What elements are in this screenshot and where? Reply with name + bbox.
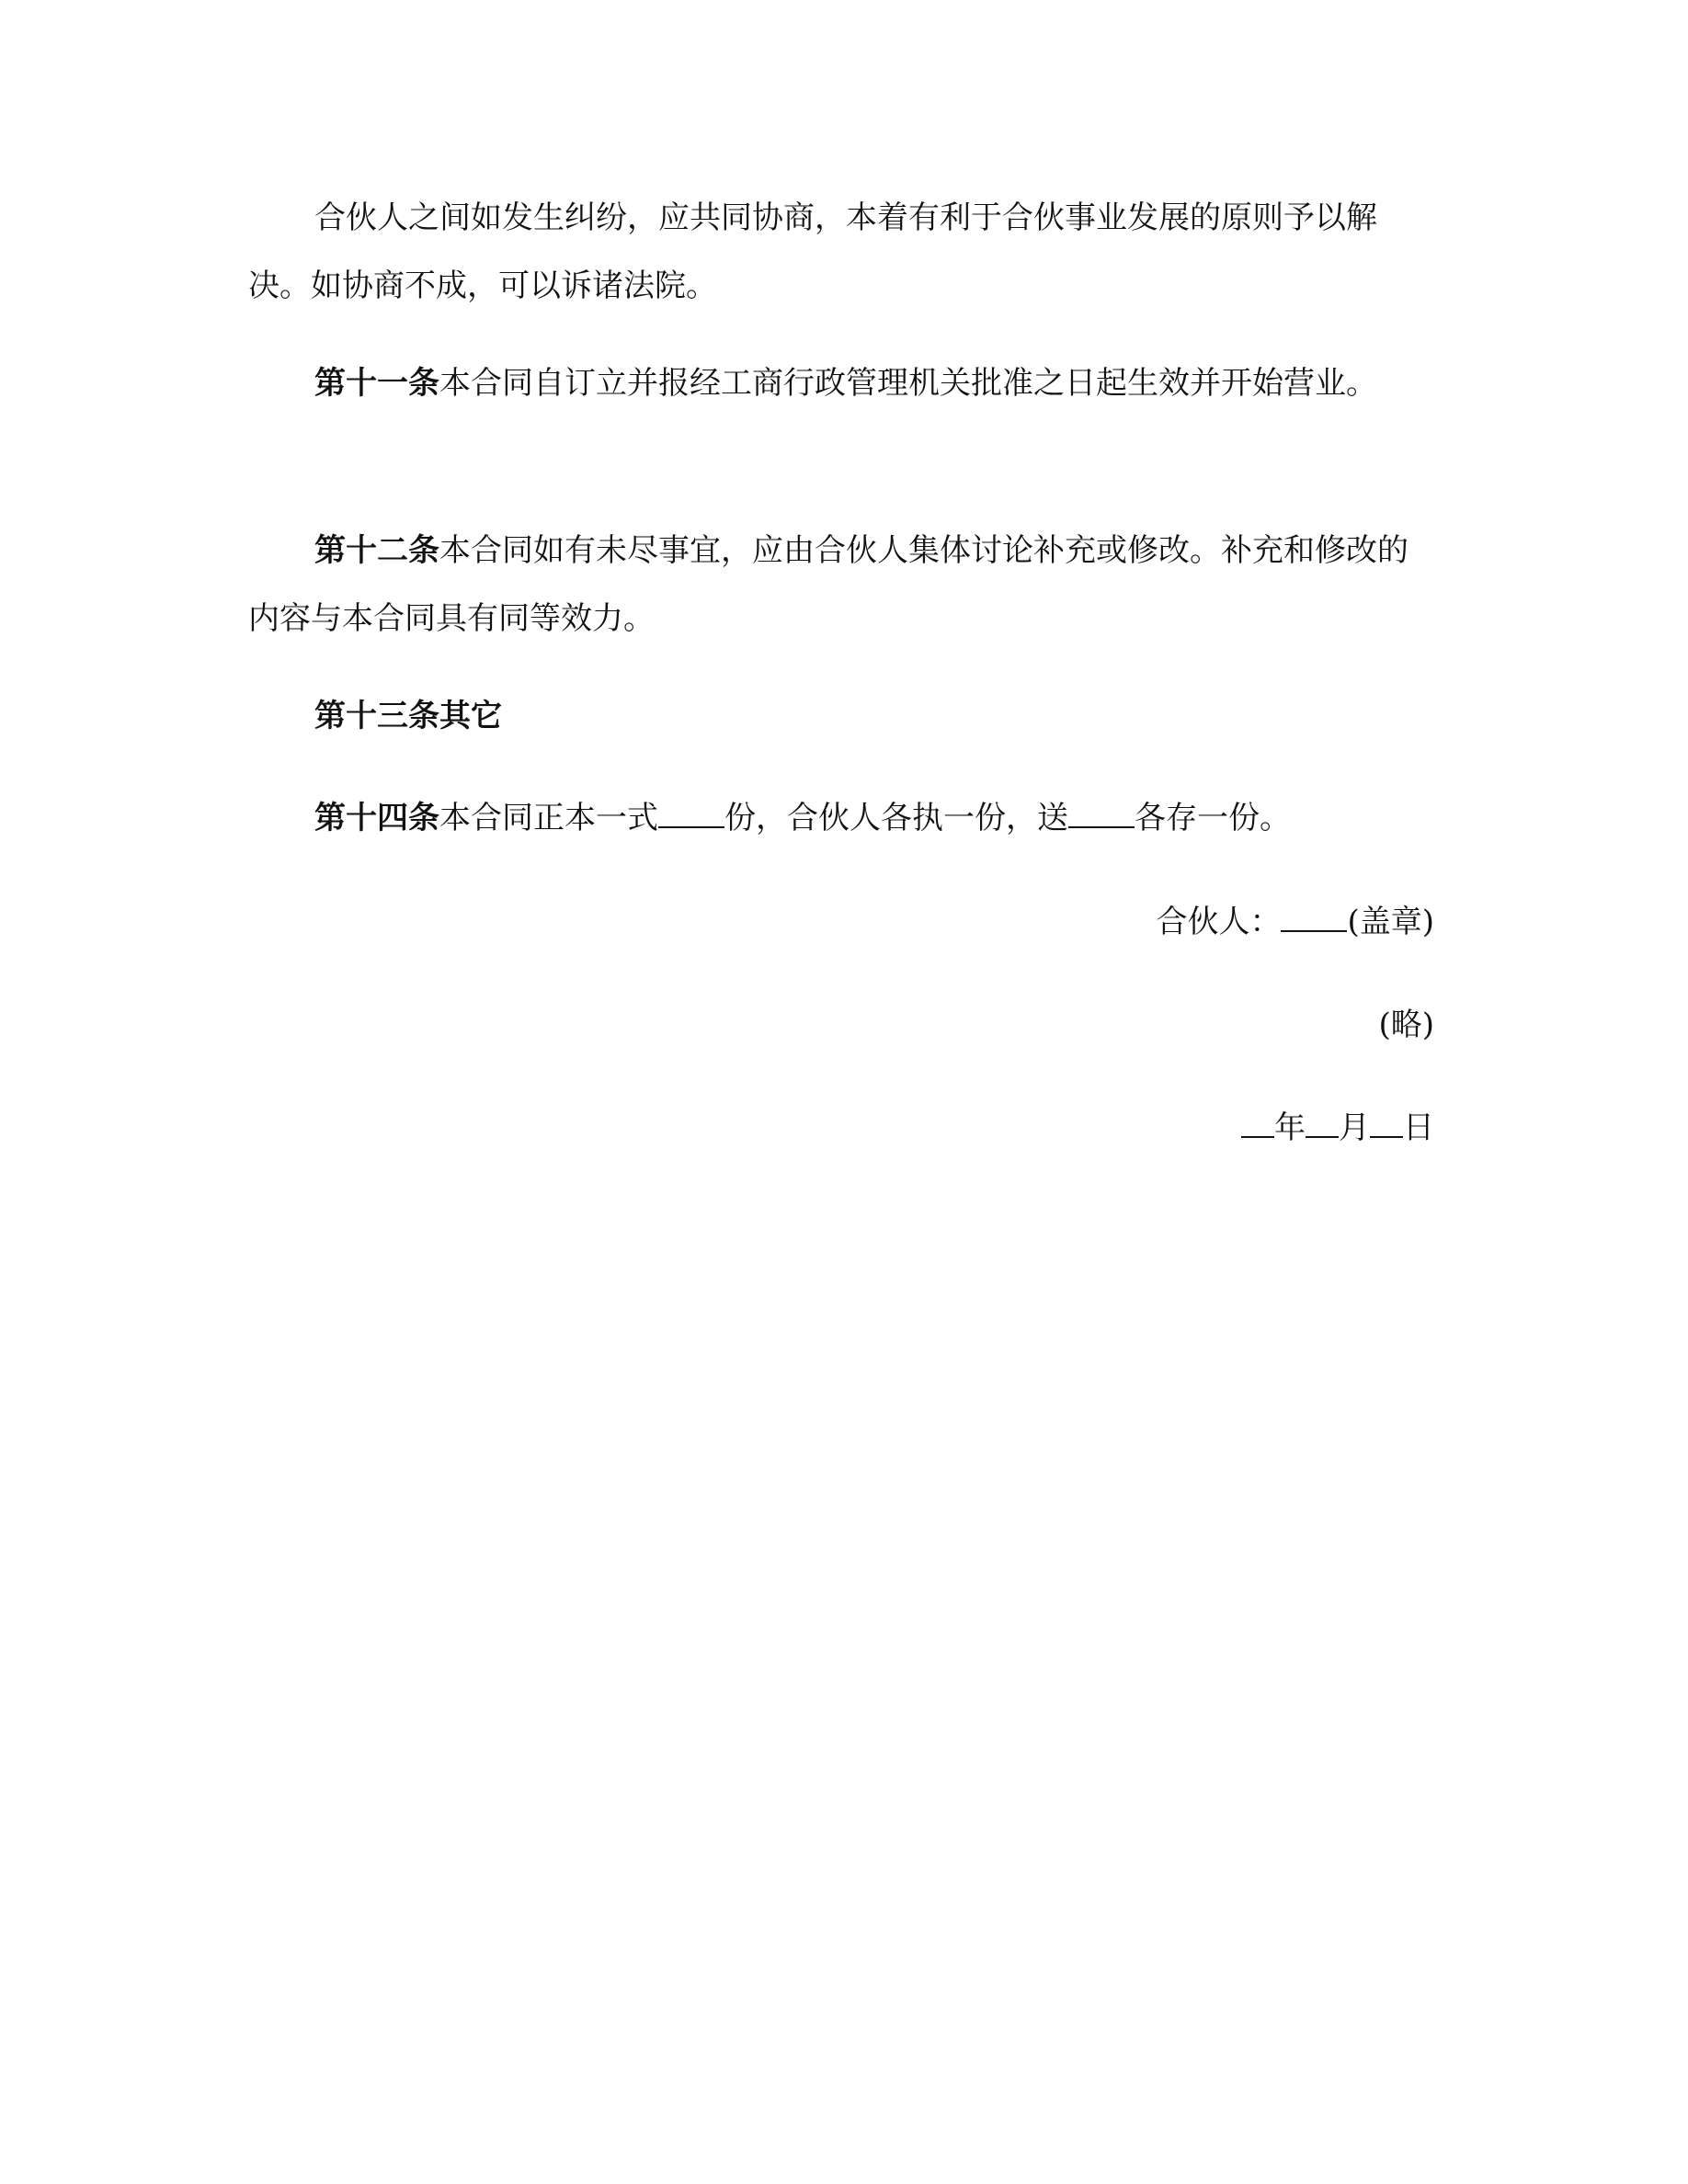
article-14 <box>248 784 1434 852</box>
omitted-line <box>1378 1002 1434 1048</box>
partner-label: 合伙人： <box>1156 904 1282 940</box>
article-13-label: 第十三条其它 <box>314 698 502 734</box>
partner-blank <box>1281 903 1347 932</box>
article-12-text: 本合同如有未尽事宜，应由合伙人集体讨论补充或修改。补充和修改的内容与本合同具有同等效力。 <box>248 532 1409 637</box>
article-14-text-2: 份，合伙人各执一份，送 <box>724 800 1068 836</box>
month-label: 月 <box>1339 1109 1370 1146</box>
day-label: 日 <box>1403 1109 1434 1146</box>
partner-signature-line <box>1156 899 1434 945</box>
day-blank <box>1370 1109 1403 1138</box>
year-blank <box>1241 1109 1274 1138</box>
article-14-label: 第十四条 <box>314 800 439 836</box>
omitted-text: (略) <box>1378 1007 1434 1043</box>
article-12-label: 第十二条 <box>314 532 439 569</box>
article-11-text: 本合同自订立并报经工商行政管理机关批准之日起生效并开始营业。 <box>439 365 1377 402</box>
paragraph-dispute <box>248 184 1434 320</box>
article-14-text-3: 各存一份。 <box>1135 800 1291 836</box>
article-11 <box>248 349 1434 417</box>
paragraph-dispute-text: 合伙人之间如发生纠纷，应共同协商，本着有利于合伙事业发展的原则予以解决。如协商不成，可以诉诸法院。 <box>248 199 1377 304</box>
article-11-label: 第十一条 <box>314 365 439 402</box>
month-blank <box>1306 1109 1339 1138</box>
recipient-blank <box>1068 799 1135 828</box>
article-14-text-1: 本合同正本一式 <box>439 800 658 836</box>
seal-text: (盖章) <box>1347 904 1434 940</box>
article-12 <box>248 517 1434 653</box>
document-page <box>248 0 1434 2184</box>
copies-blank <box>658 799 724 828</box>
article-13 <box>248 682 1434 750</box>
date-line <box>1241 1105 1434 1151</box>
year-label: 年 <box>1274 1109 1306 1146</box>
